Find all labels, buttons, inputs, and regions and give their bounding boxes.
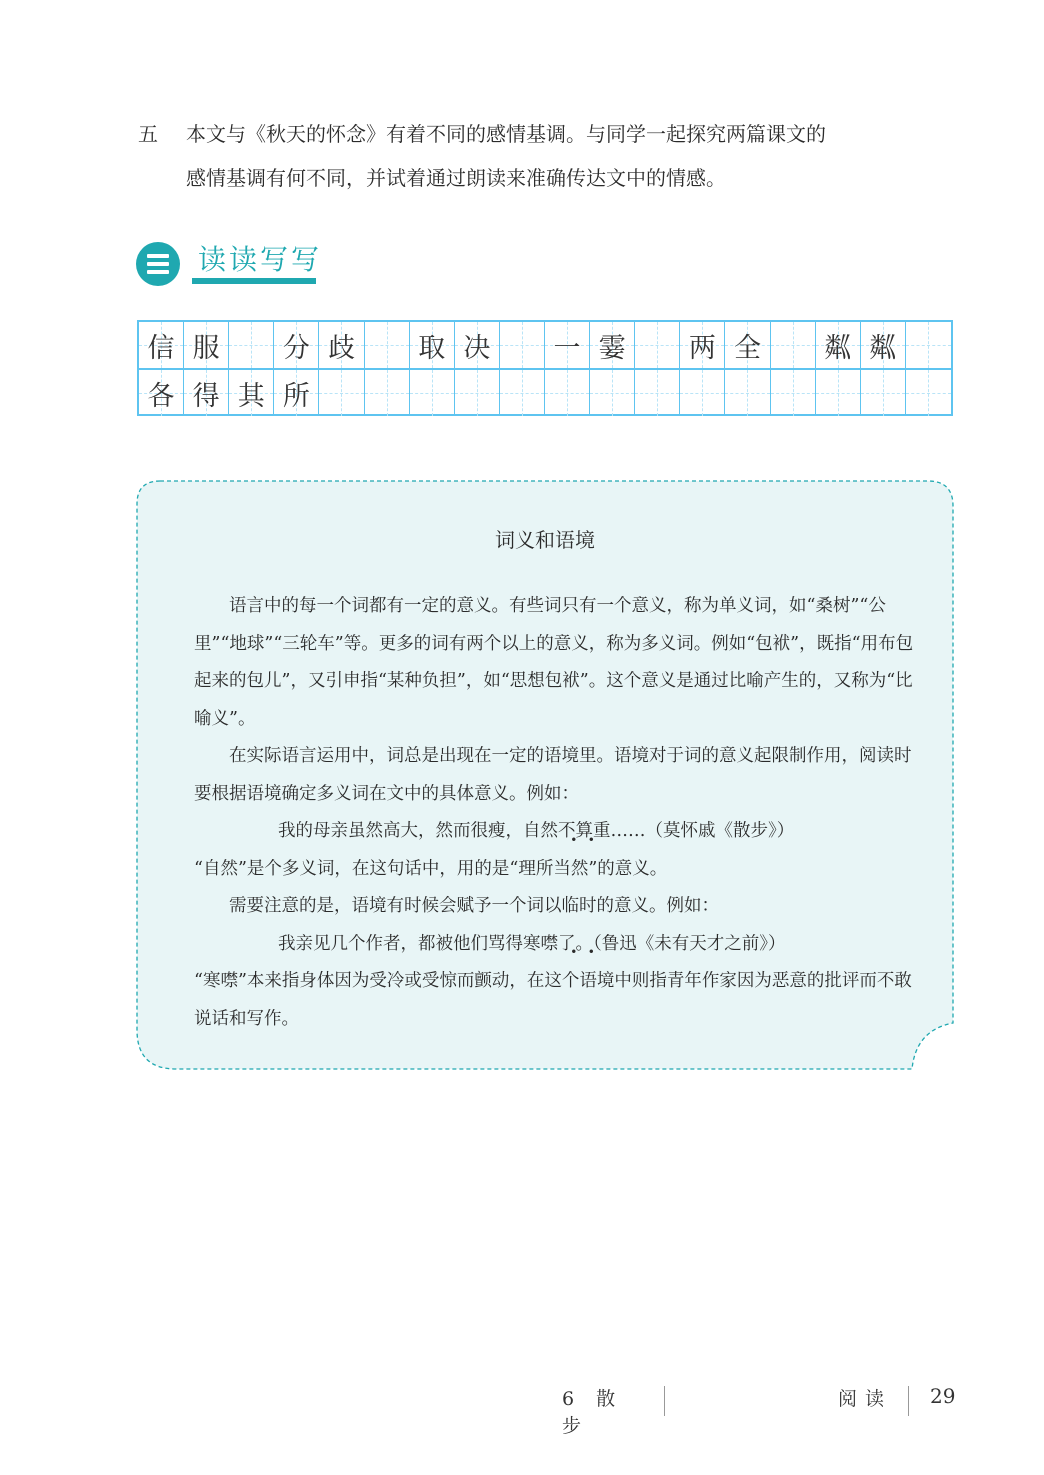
question-5 xyxy=(138,112,958,200)
knowledge-box-title: 词义和语境 xyxy=(495,528,595,552)
grid-cell xyxy=(635,370,680,416)
grid-cell xyxy=(906,370,951,416)
grid-cell: 得 xyxy=(184,370,229,416)
example-quote-2: 我亲见几个作者，都被他们骂得寒噤了。（鲁迅《未有天才之前》） xyxy=(278,933,786,954)
grid-cell xyxy=(455,370,500,416)
grid-cell: 所 xyxy=(274,370,319,416)
grid-cell: 决 xyxy=(455,322,500,368)
grid-cell: 霎 xyxy=(590,322,635,368)
word-grid-row-1 xyxy=(139,322,951,370)
word-grid-row-2 xyxy=(139,370,951,416)
grid-cell xyxy=(319,370,364,416)
example-quote-1: 我的母亲虽然高大，然而很瘦，自然不算重……（莫怀戚《散步》） xyxy=(278,821,795,841)
knowledge-box-text xyxy=(194,588,914,1038)
paragraph-1: 语言中的每一个词都有一定的意义。有些词只有一个意义，称为单义词，如“桑树”“公里”“地球”“三轮车”等。更多的词有两个以上的意义，称为多义词。例如“包袱”，既指“用布包起来的包儿”，又引申指“某种负担”，如“思想包袱”。这个意义是通过比喻产生的，又称为“比喻义”。 xyxy=(194,596,914,729)
page-number: 29 xyxy=(930,1384,956,1408)
grid-cell xyxy=(906,322,951,368)
grid-cell: 取 xyxy=(410,322,455,368)
grid-cell xyxy=(365,322,410,368)
grid-cell: 歧 xyxy=(319,322,364,368)
paragraph-3: “自然”是个多义词，在这句话中，用的是“理所当然”的意义。 xyxy=(194,858,668,879)
grid-cell: 全 xyxy=(725,322,770,368)
grid-cell xyxy=(365,370,410,416)
grid-cell xyxy=(545,370,590,416)
footer-divider xyxy=(908,1386,909,1416)
grid-cell xyxy=(635,322,680,368)
grid-cell xyxy=(861,370,906,416)
grid-cell xyxy=(500,322,545,368)
grid-cell: 服 xyxy=(184,322,229,368)
grid-cell xyxy=(590,370,635,416)
grid-cell: 信 xyxy=(139,322,184,368)
grid-cell: 两 xyxy=(680,322,725,368)
category-label: 阅读 xyxy=(838,1388,893,1410)
grid-cell: 一 xyxy=(545,322,590,368)
grid-cell xyxy=(500,370,545,416)
grid-cell xyxy=(771,322,816,368)
section-underline xyxy=(192,278,316,284)
grid-cell xyxy=(816,370,861,416)
knowledge-box xyxy=(136,480,954,1070)
grid-cell xyxy=(680,370,725,416)
emphasis-char: 噤 xyxy=(540,933,558,954)
grid-cell: 分 xyxy=(274,322,319,368)
section-title: 读读写写 xyxy=(198,243,323,276)
paragraph-2: 在实际语言运用中，词总是出现在一定的语境里。语境对于词的意义起限制作用，阅读时要根据语境确定多义词在文中的具体意义。例如： xyxy=(194,746,912,804)
question-line-1: 本文与《秋天的怀念》有着不同的感情基调。与同学一起探究两篇课文的 xyxy=(186,122,826,146)
question-line-2: 感情基调有何不同，并试着通过朗读来准确传达文中的情感。 xyxy=(186,166,726,190)
grid-cell xyxy=(229,322,274,368)
grid-cell: 各 xyxy=(139,370,184,416)
grid-cell xyxy=(410,370,455,416)
emphasis-char: 然 xyxy=(540,821,558,841)
footer-divider xyxy=(664,1386,665,1416)
emphasis-char: 自 xyxy=(523,821,541,841)
paragraph-5: “寒噤”本来指身体因为受冷或受惊而颤动，在这个语境中则指青年作家因为恶意的批评而不敢说话和写作。 xyxy=(194,971,912,1029)
grid-cell xyxy=(725,370,770,416)
grid-cell: 粼 xyxy=(816,322,861,368)
emphasis-char: 寒 xyxy=(523,933,541,954)
grid-cell: 其 xyxy=(229,370,274,416)
question-number: 五 xyxy=(138,122,158,146)
section-header xyxy=(136,236,336,296)
grid-cell: 粼 xyxy=(861,322,906,368)
paragraph-4: 需要注意的是，语境有时候会赋予一个词以临时的意义。例如： xyxy=(229,896,719,916)
section-number-icon xyxy=(136,242,180,286)
lesson-title: 6 散 步 xyxy=(562,1388,624,1437)
word-grid xyxy=(137,320,953,416)
grid-cell xyxy=(771,370,816,416)
